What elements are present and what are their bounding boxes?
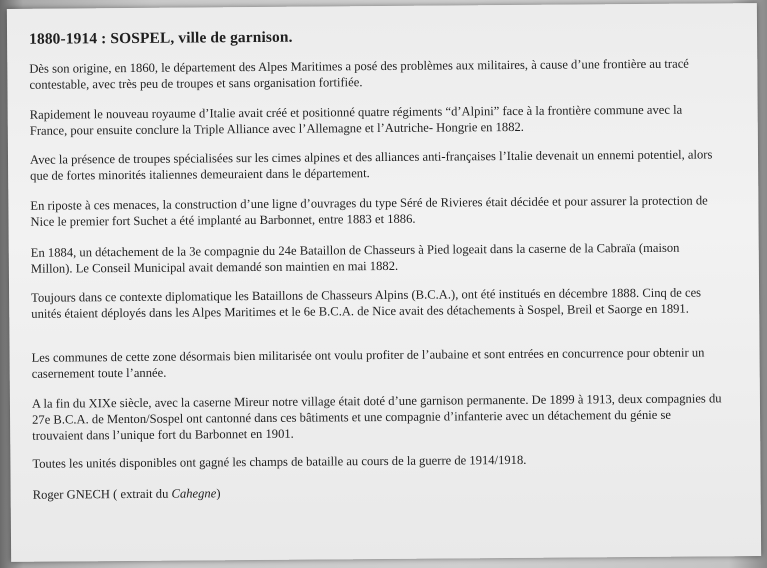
page-title: 1880-1914 : SOSPEL, ville de garnison. [29,28,293,48]
paragraph: A la fin du XIXe siècle, avec la caserne Mireur notre village était doté d’une garnison permanente. De 1899 à 1913, deux compagnies du 27e B.C.A. de Menton/Sospel ont cantonné dans ces bâtiments et une compagnie d’infanterie avec un détachement du génie se trouvaient dans l’unique fort du Barbonnet en 1901. [31,391,722,443]
paragraph: Avec la présence de troupes spécialisées sur les cimes alpines et des alliances anti-françaises l’Italie devenait un ennemi potentiel, alors que de fortes minorités italiennes demeuraient dans le département. [29,147,713,183]
signature-source: Cahegne [171,486,217,501]
paragraph: Les communes de cette zone désormais bien militarisée ont voulu profiter de l’aubaine et sont entrées en concurrence pour obtenir un casernement toute l’année. [31,345,705,381]
paragraph: Toujours dans ce contexte diplomatique les Bataillons de Chasseurs Alpins (B.C.A.), ont été institués en décembre 1888. Cinq de ces unités étaient déployés dans les Alpes Maritimes et le 6e B.C.A. de Nice avait des détachements à Sospel, Breil et Saorge en 1891. [31,285,702,321]
paragraph: Toutes les unités disponibles ont gagné les champs de bataille au cours de la guerre de 1914/1918. [32,452,527,471]
paragraph: Rapidement le nouveau royaume d’Italie avait créé et positionné quatre régiments “d’Alpini” face à la frontière commune avec la France, pour ensuite conclure la Triple Alliance avec l’Allemagne et l’Autriche- Hongrie en 1882. [29,102,683,138]
notice-sheet [7,3,761,562]
signature-author: Roger GNECH ( extrait du [32,486,172,502]
signature-close: ) [216,486,221,501]
signature [33,486,221,502]
paragraph: En riposte à ces menaces, la construction d’une ligne d’ouvrages du type Séré de Rivieres était décidée et pour assurer la protection de Nice le premier fort Suchet a été implanté au Barbonnet, entre 1883 et 1886. [30,193,708,229]
paragraph: En 1884, un détachement de la 3e compagnie du 24e Bataillon de Chasseurs à Pied logeait dans la caserne de la Cabraïa (maison Millon). Le Conseil Municipal avait demandé son maintien en mai 1882. [30,240,680,276]
paragraph: Dès son origine, en 1860, le département des Alpes Maritimes a posé des problèmes aux militaires, à cause d’une frontière au tracé contestable, avec très peu de troupes et sans organisation fortifiée. [29,56,689,92]
